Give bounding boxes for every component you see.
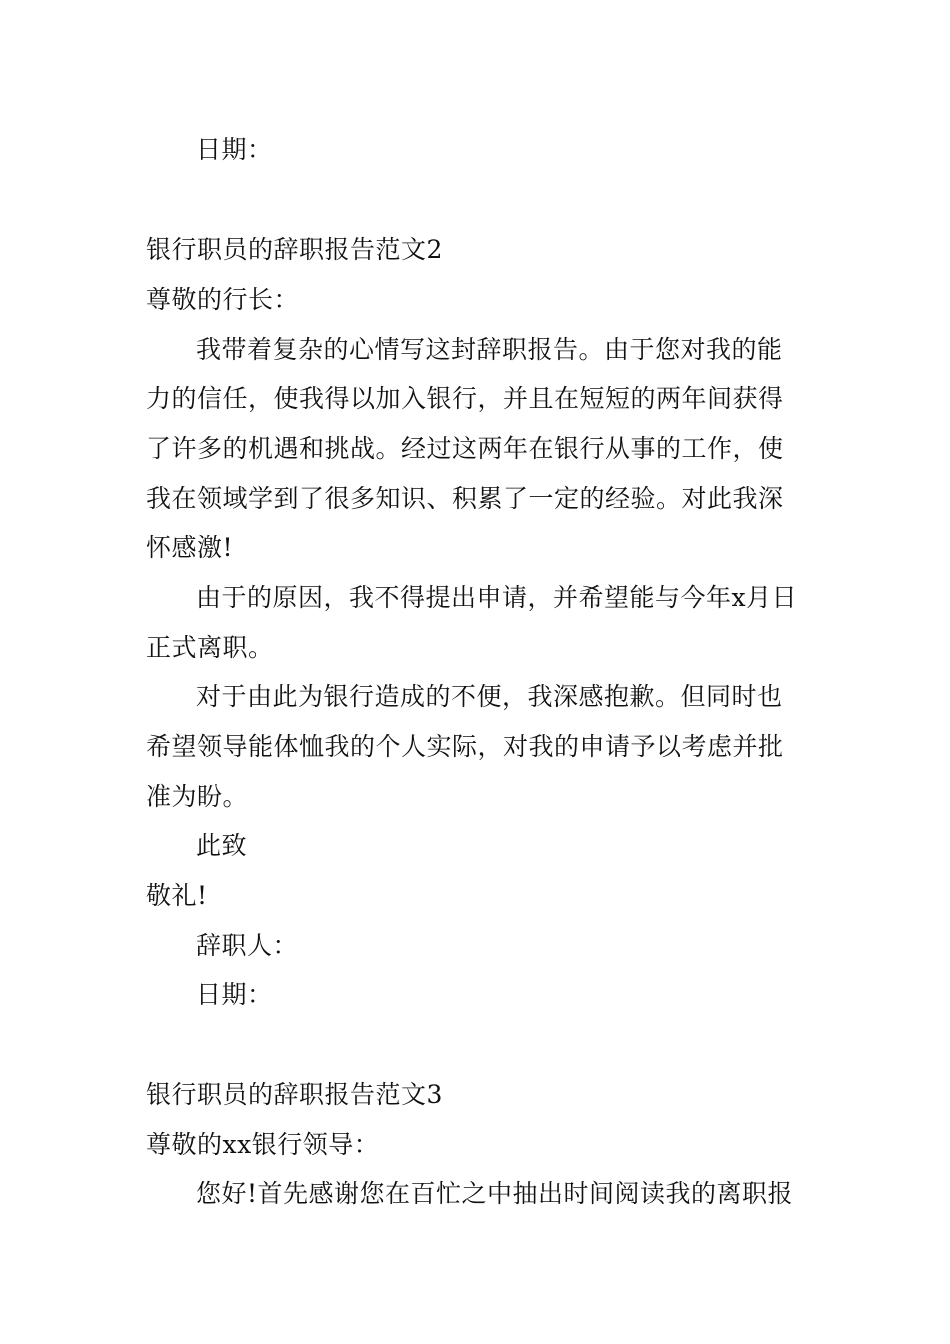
paragraph-line: 我带着复杂的心情写这封辞职报告。由于您对我的能	[196, 335, 783, 364]
regards: 敬礼!	[146, 881, 208, 910]
section-title: 银行职员的辞职报告范文2	[146, 235, 443, 264]
salutation: 尊敬的xx银行领导：	[146, 1130, 380, 1159]
date-label: 日期：	[196, 980, 273, 1009]
paragraph-line: 我在领域学到了很多知识、积累了一定的经验。对此我深	[146, 484, 784, 513]
paragraph-line: 怀感激!	[146, 533, 234, 562]
paragraph-line: 正式离职。	[146, 633, 274, 662]
signer-label: 辞职人：	[196, 931, 299, 960]
date-label: 日期：	[196, 135, 273, 164]
salutation: 尊敬的行长：	[146, 285, 300, 314]
paragraph-line: 由于的原因，我不得提出申请，并希望能与今年x月日	[196, 583, 798, 612]
paragraph-line: 希望领导能体恤我的个人实际，对我的申请予以考虑并批	[146, 732, 784, 761]
paragraph-line: 了许多的机遇和挑战。经过这两年在银行从事的工作，使	[146, 434, 784, 463]
paragraph-line: 对于由此为银行造成的不便，我深感抱歉。但同时也	[196, 682, 783, 711]
paragraph-line: 准为盼。	[146, 782, 249, 811]
closing: 此致	[196, 831, 248, 860]
paragraph-line: 力的信任，使我得以加入银行，并且在短短的两年间获得	[146, 384, 784, 413]
paragraph-line: 您好!首先感谢您在百忙之中抽出时间阅读我的离职报	[196, 1179, 794, 1208]
section-title: 银行职员的辞职报告范文3	[146, 1080, 443, 1109]
